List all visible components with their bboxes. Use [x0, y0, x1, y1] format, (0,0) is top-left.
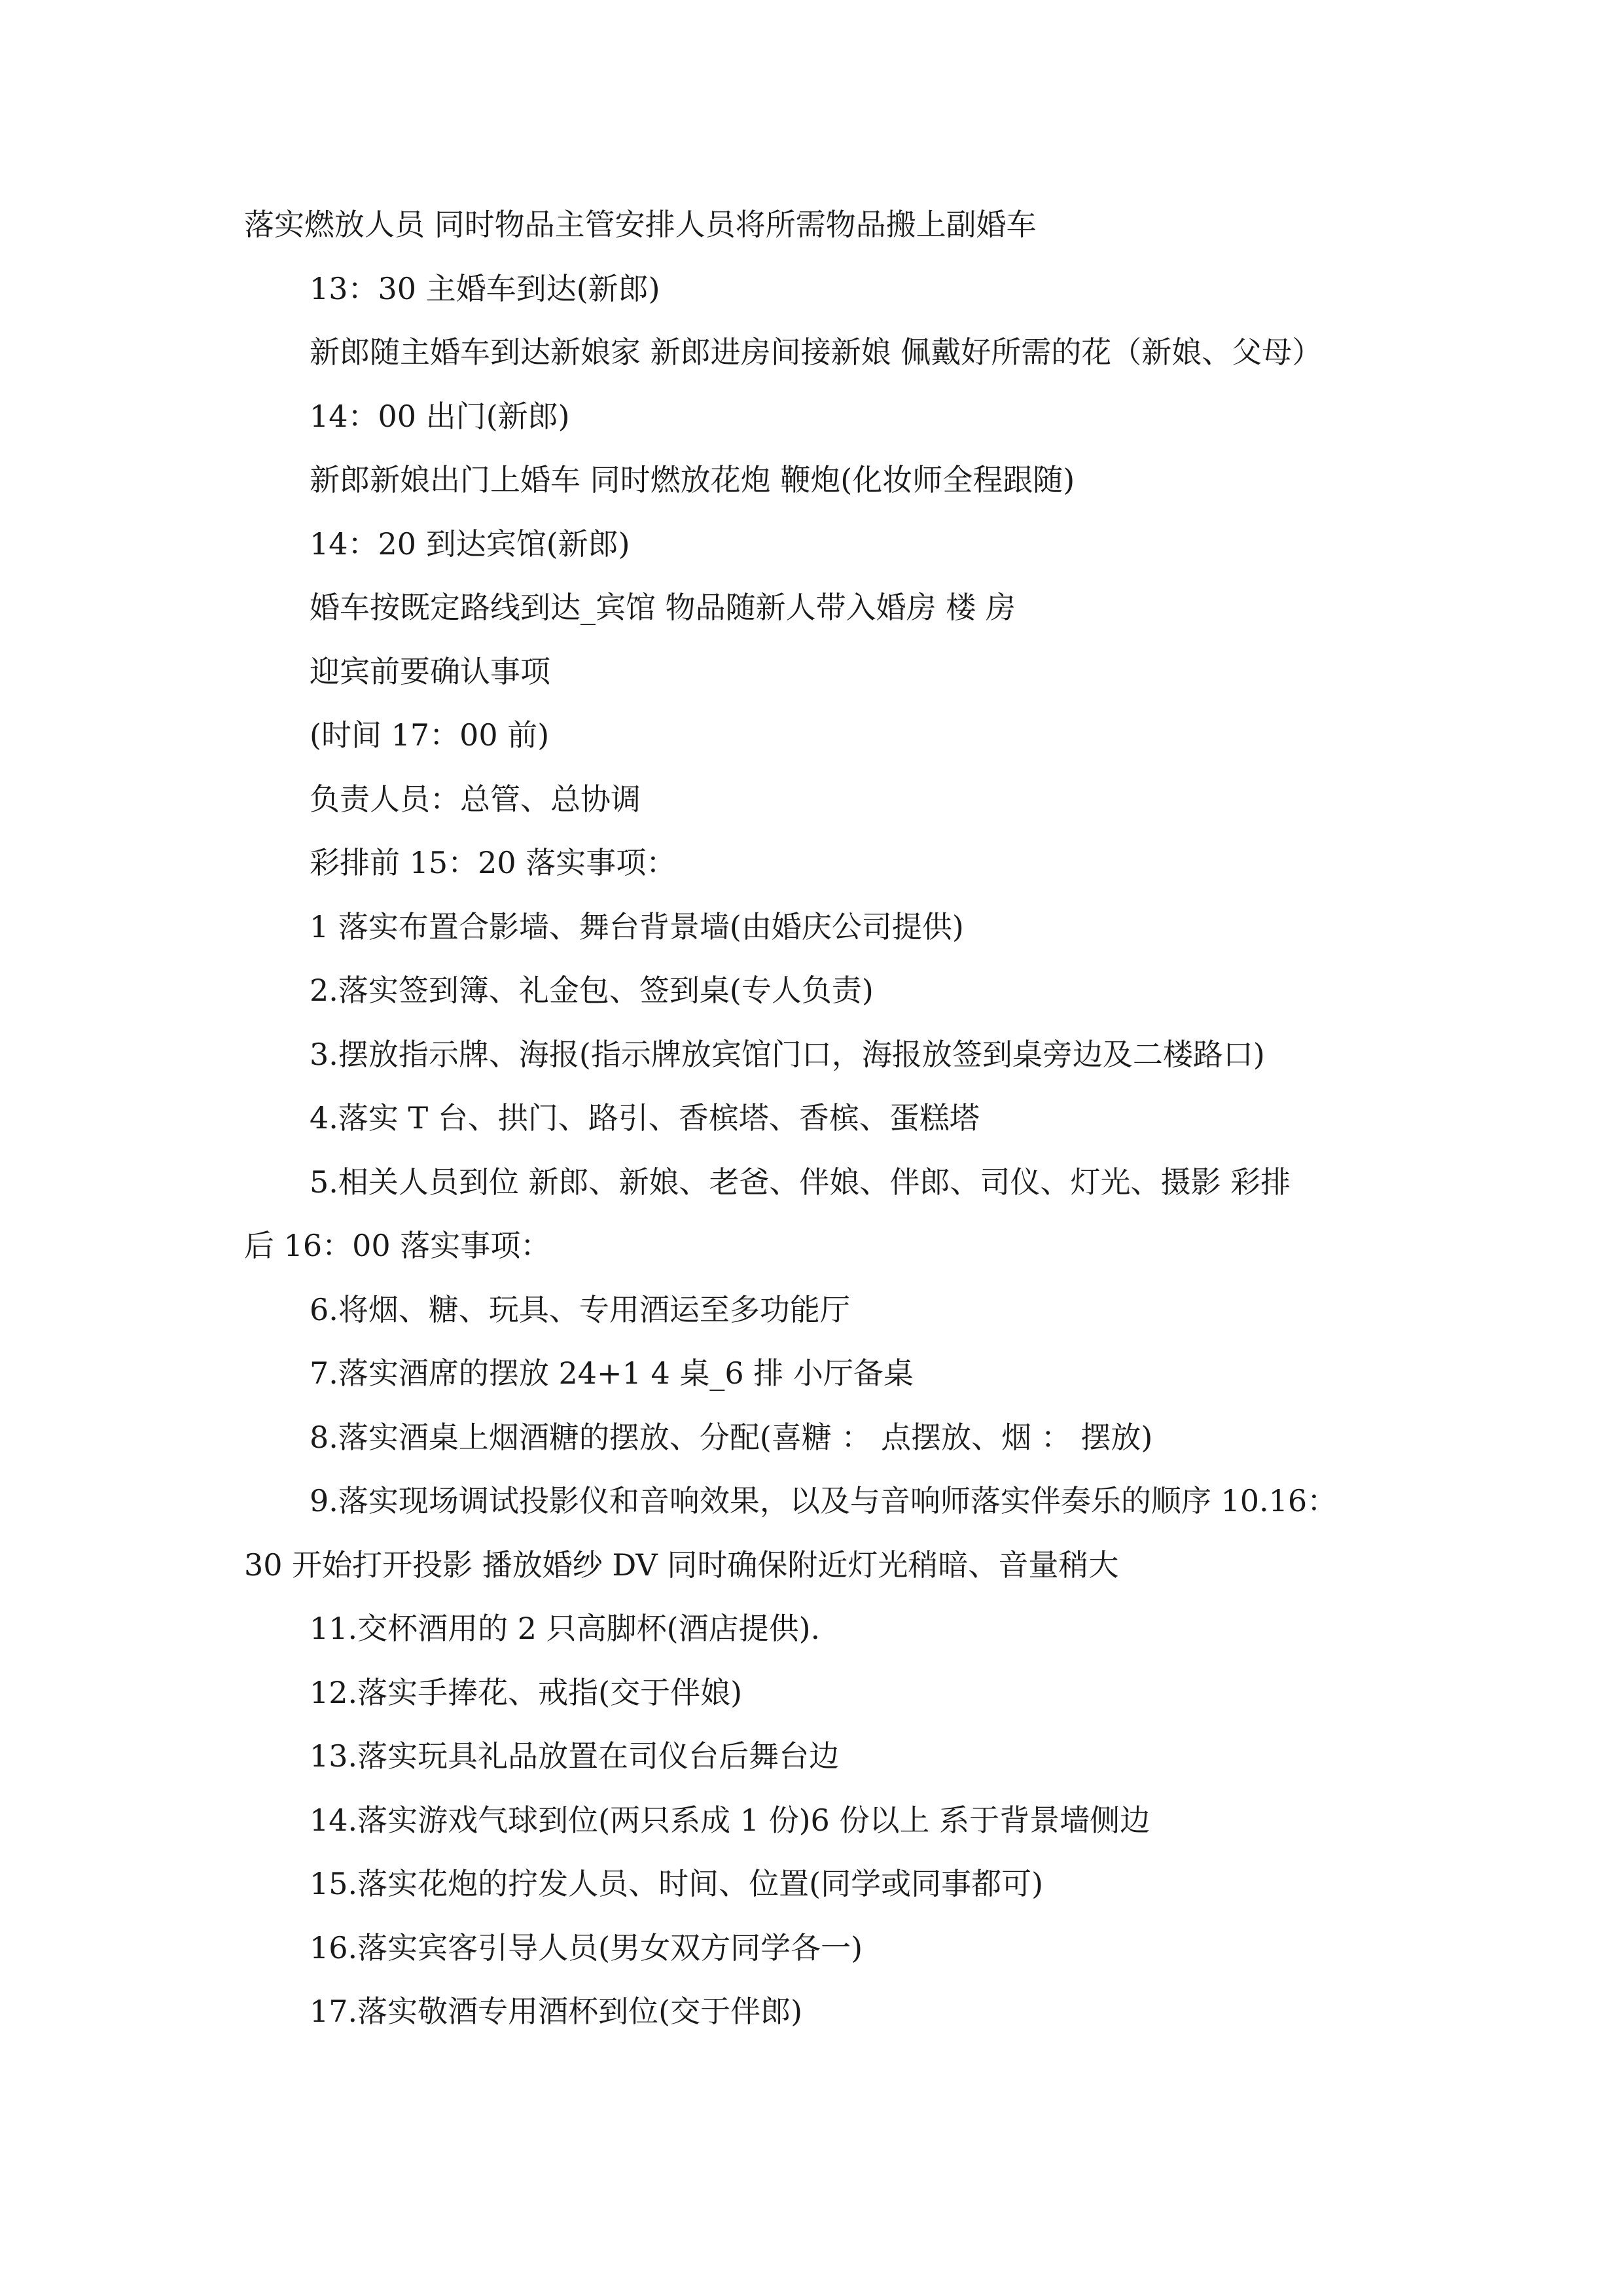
document-body	[244, 193, 1383, 2044]
text-line: 新郎新娘出门上婚车 同时燃放花炮 鞭炮(化妆师全程跟随)	[310, 462, 1075, 497]
text-line: 迎宾前要确认事项	[310, 653, 550, 689]
text-line: 3.摆放指示牌、海报(指示牌放宾馆门口，海报放签到桌旁边及二楼路口)	[310, 1036, 1265, 1072]
text-line: 8.落实酒桌上烟酒糖的摆放、分配(喜糖 ： 点摆放、烟 ： 摆放)	[310, 1419, 1153, 1455]
text-line: 15.落实花炮的拧发人员、时间、位置(同学或同事都可)	[310, 1866, 1044, 1901]
text-line: 30 开始打开投影 播放婚纱 DV 同时确保附近灯光稍暗、音量稍大	[244, 1547, 1119, 1583]
text-line: 婚车按既定路线到达_宾馆 物品随新人带入婚房 楼 房	[310, 590, 1016, 625]
text-line: 16.落实宾客引导人员(男女双方同学各一)	[310, 1929, 863, 1965]
text-line: 6.将烟、糖、玩具、专用酒运至多功能厅	[310, 1291, 850, 1327]
text-line: 5.相关人员到位 新郎、新娘、老爸、伴娘、伴郎、司仪、灯光、摄影 彩排	[310, 1164, 1291, 1200]
text-line: 14：00 出门(新郎)	[310, 398, 570, 434]
text-line: 新郎随主婚车到达新娘家 新郎进房间接新娘 佩戴好所需的花（新娘、父母）	[310, 334, 1323, 370]
text-line: (时间 17：00 前)	[310, 717, 550, 753]
text-line: 1 落实布置合影墙、舞台背景墙(由婚庆公司提供)	[310, 908, 964, 944]
text-line: 落实燃放人员 同时物品主管安排人员将所需物品搬上副婚车	[244, 207, 1037, 242]
text-line: 7.落实酒席的摆放 24+1 4 桌_6 排 小厅备桌	[310, 1355, 914, 1391]
text-line: 17.落实敬酒专用酒杯到位(交于伴郎)	[310, 1994, 803, 2029]
text-line: 11.交杯酒用的 2 只高脚杯(酒店提供).	[310, 1611, 821, 1646]
text-line: 彩排前 15：20 落实事项：	[310, 845, 677, 880]
text-line: 13.落实玩具礼品放置在司仪台后舞台边	[310, 1738, 840, 1774]
text-line: 14：20 到达宾馆(新郎)	[310, 526, 630, 562]
text-line: 12.落实手捧花、戒指(交于伴娘)	[310, 1674, 743, 1710]
text-line: 4.落实 T 台、拱门、路引、香槟塔、香槟、蛋糕塔	[310, 1100, 980, 1136]
text-line: 9.落实现场调试投影仪和音响效果，以及与音响师落实伴奏乐的顺序 10.16：	[310, 1483, 1338, 1518]
text-line: 负责人员：总管、总协调	[310, 781, 641, 817]
text-line: 后 16：00 落实事项：	[244, 1228, 551, 1263]
text-line: 13：30 主婚车到达(新郎)	[310, 270, 660, 306]
text-line: 2.落实签到簿、礼金包、签到桌(专人负责)	[310, 973, 874, 1008]
text-line: 14.落实游戏气球到位(两只系成 1 份)6 份以上 系于背景墙侧边	[310, 1802, 1150, 1838]
